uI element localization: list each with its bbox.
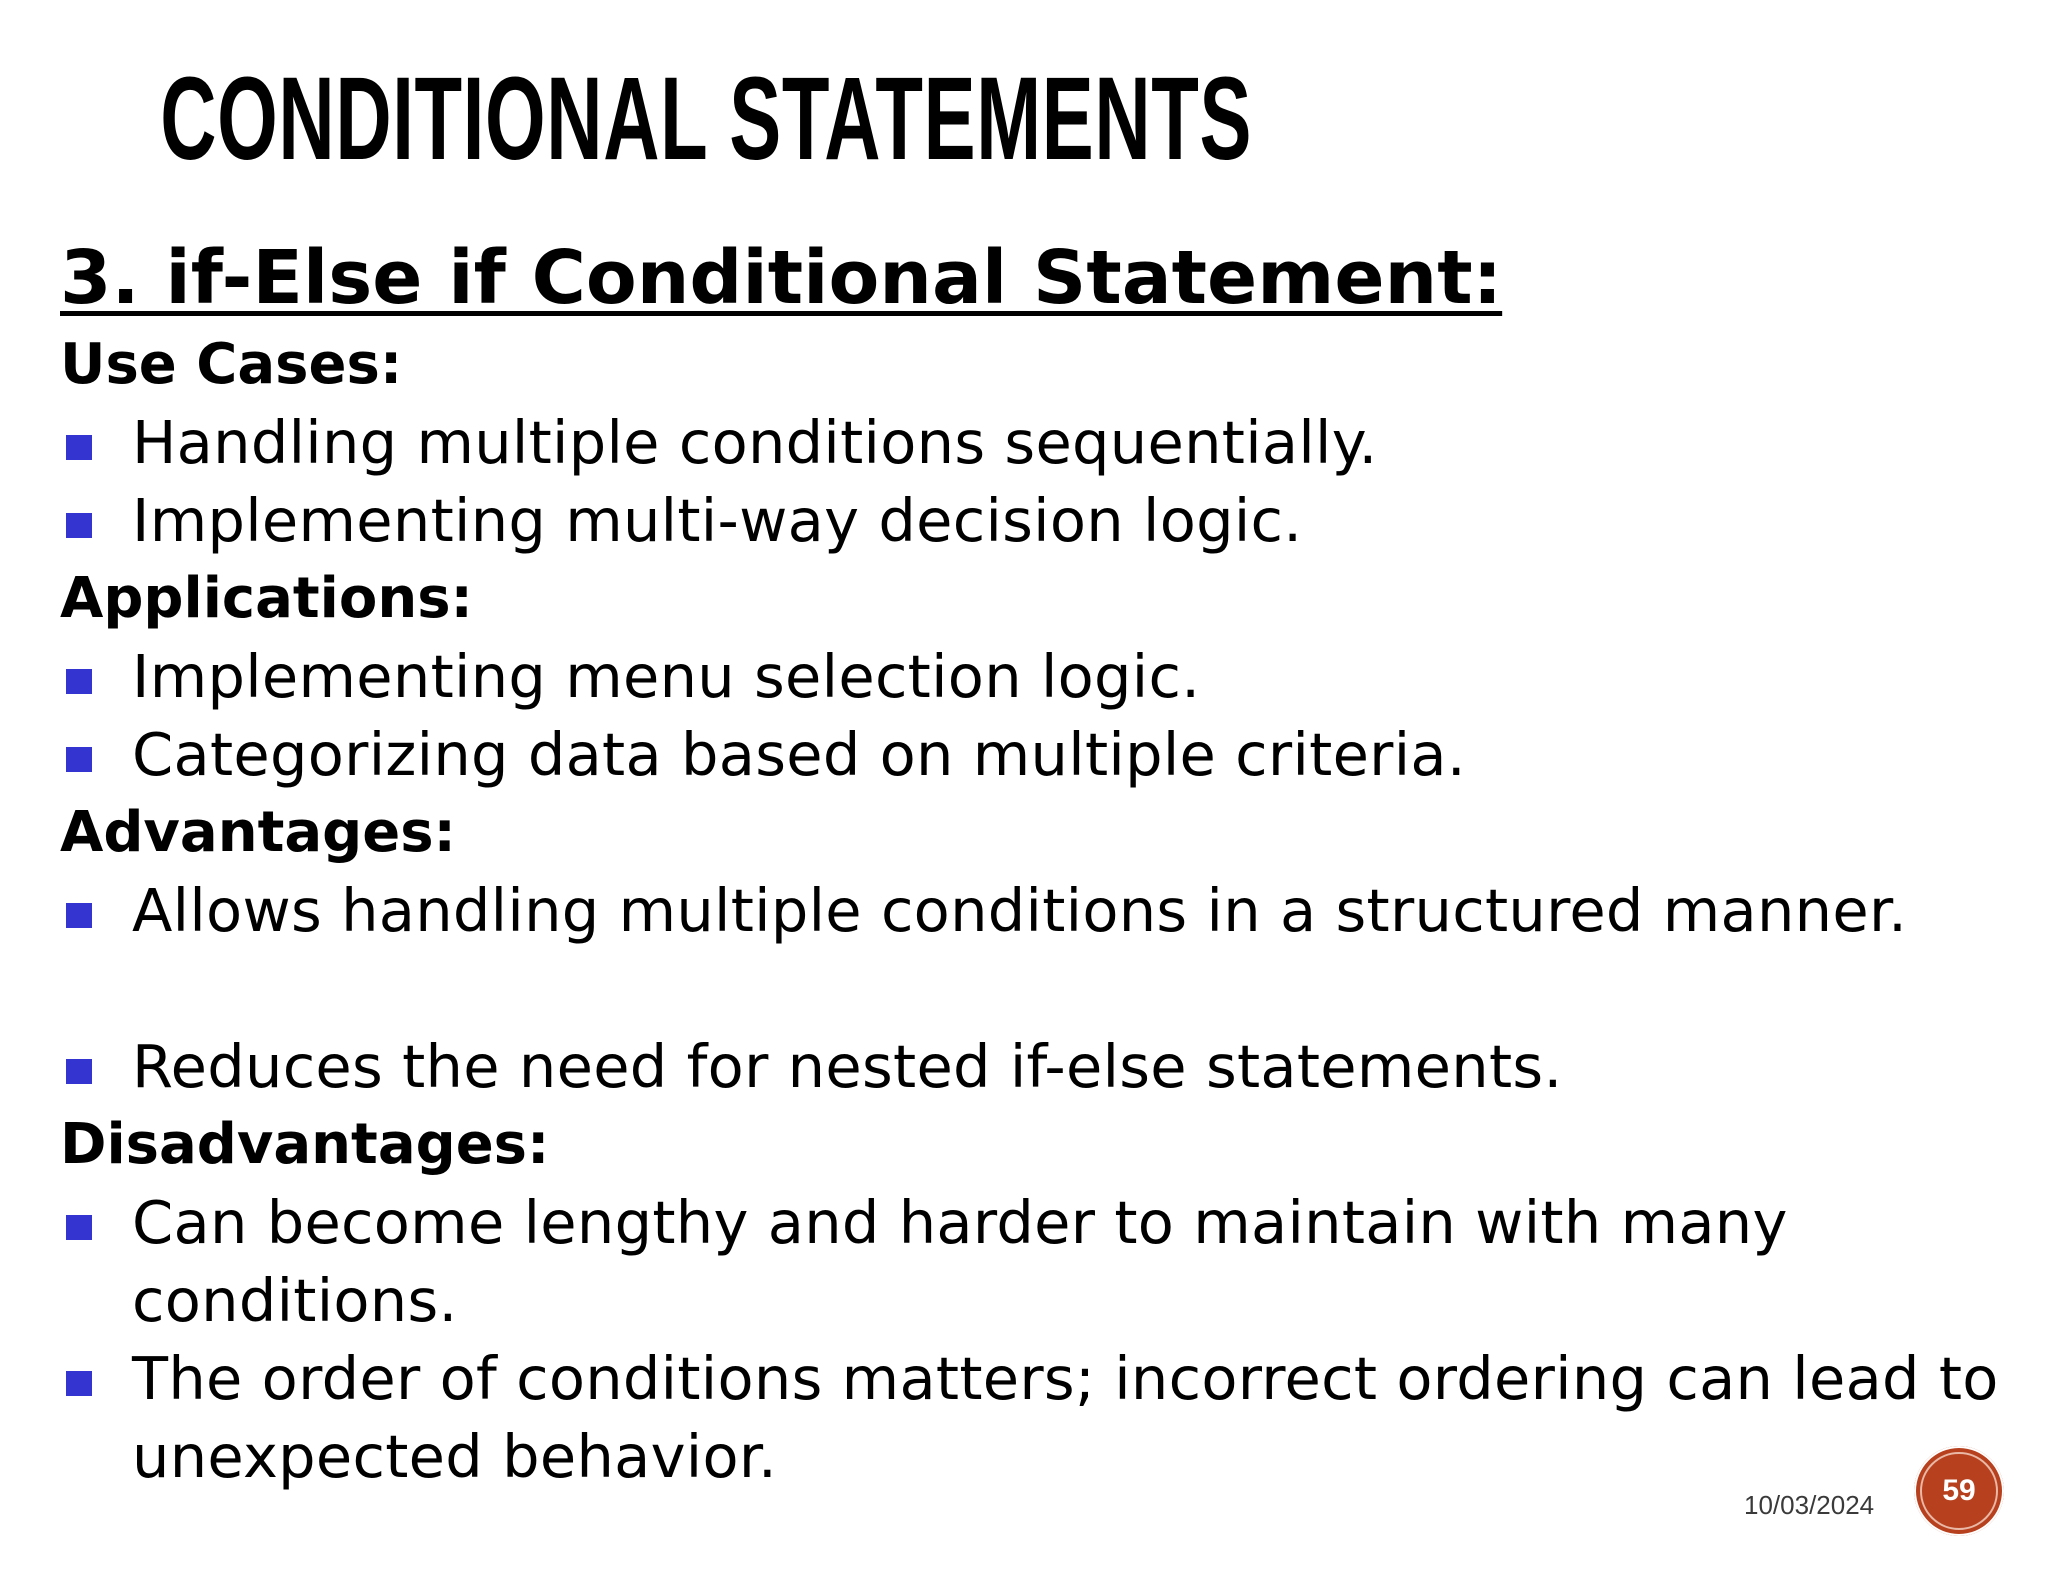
- bullet-item: [60, 1028, 2000, 1106]
- slide-date: 10/03/2024: [1744, 1490, 1875, 1520]
- bullet-item: [60, 482, 2000, 560]
- slide-title: CONDITIONAL STATEMENTS: [160, 53, 1253, 185]
- page-number-badge: [1914, 1446, 2004, 1536]
- section-heading-disadvantages: Disadvantages:: [60, 1112, 550, 1177]
- square-bullet-icon: [66, 903, 92, 928]
- section-heading-advantages: Advantages:: [60, 800, 456, 865]
- bullet-text: Categorizing data based on multiple criteria.: [132, 720, 1466, 789]
- bullet-text: Handling multiple conditions sequentially.: [132, 408, 1378, 477]
- bullet-item: [60, 716, 2000, 794]
- bullet-item: [60, 1340, 2000, 1496]
- section-heading-applications: Applications:: [60, 566, 473, 631]
- square-bullet-icon: [66, 513, 92, 538]
- square-bullet-icon: [66, 1215, 92, 1240]
- bullet-item: [60, 872, 2000, 950]
- square-bullet-icon: [66, 747, 92, 772]
- bullet-item: [60, 638, 2000, 716]
- bullet-text: Implementing menu selection logic.: [132, 642, 1201, 711]
- bullet-item: [60, 1184, 2000, 1340]
- square-bullet-icon: [66, 1059, 92, 1084]
- subheading: 3. if-Else if Conditional Statement:: [60, 235, 1503, 321]
- square-bullet-icon: [66, 1371, 92, 1396]
- square-bullet-icon: [66, 669, 92, 694]
- page-number: 59: [1942, 1474, 1976, 1507]
- bullet-text: Allows handling multiple conditions in a structured manner.: [132, 876, 1908, 945]
- section-heading-use-cases: Use Cases:: [60, 332, 403, 397]
- square-bullet-icon: [66, 435, 92, 460]
- bullet-item: [60, 404, 2000, 482]
- bullet-text: Can become lengthy and harder to maintain with many conditions.: [132, 1188, 1788, 1335]
- bullet-text: Implementing multi-way decision logic.: [132, 486, 1303, 555]
- bullet-text: Reduces the need for nested if-else statements.: [132, 1032, 1563, 1101]
- bullet-text: The order of conditions matters; incorrect ordering can lead to unexpected behavior.: [132, 1344, 1999, 1491]
